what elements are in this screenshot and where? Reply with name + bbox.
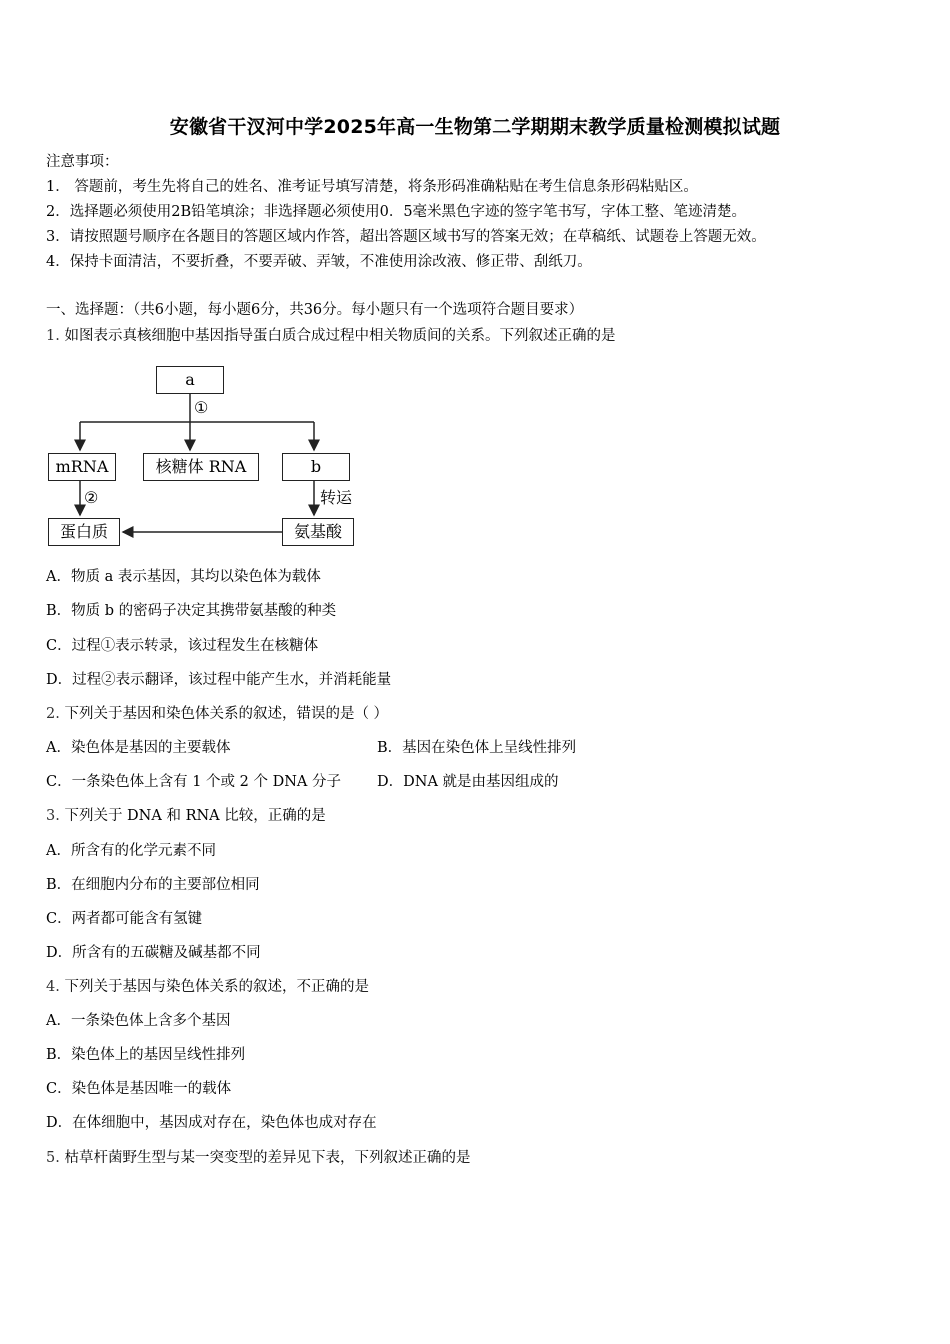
option-d: D．DNA 就是由基因组成的 [377, 774, 559, 790]
gene-expression-diagram [44, 360, 374, 555]
notice-item: 1． 答题前，考生先将自己的姓名、准考证号填写清楚，将条形码准确粘贴在考生信息条形码粘贴区。 [46, 179, 698, 195]
question-2 [46, 704, 388, 724]
page-title: 安徽省干汊河中学2025年高一生物第二学期期末教学质量检测模拟试题 [169, 116, 781, 138]
option-c: C．两者都可能含有氢键 [46, 911, 203, 927]
option-b: B．物质 b 的密码子决定其携带氨基酸的种类 [46, 603, 337, 619]
notice-item: 3．请按照题号顺序在各题目的答题区域内作答，超出答题区域书写的答案无效；在草稿纸、试题卷上答题无效。 [46, 229, 766, 245]
option-c: C．染色体是基因唯一的载体 [46, 1081, 232, 1097]
box-protein: 蛋白质 [48, 518, 120, 546]
option-a: A．所含有的化学元素不同 [46, 843, 216, 859]
question-1 [46, 326, 615, 346]
question-4 [46, 977, 369, 997]
notice-item: 2．选择题必须使用2B铅笔填涂；非选择题必须使用0．5毫米黑色字迹的签字笔书写，字体工整、笔迹清楚。 [46, 204, 747, 220]
option-d: D．所含有的五碳糖及碱基都不同 [46, 945, 261, 961]
box-a: a [156, 366, 224, 394]
option-c: C．过程①表示转录，该过程发生在核糖体 [46, 638, 319, 654]
option-d: D．在体细胞中，基因成对存在，染色体也成对存在 [46, 1115, 377, 1131]
option-d: D．过程②表示翻译，该过程中能产生水，并消耗能量 [46, 672, 392, 688]
box-amino-acid: 氨基酸 [282, 518, 354, 546]
notice-heading: 注意事项： [46, 154, 119, 170]
option-c: C．一条染色体上含有 1 个或 2 个 DNA 分子 [46, 774, 341, 790]
question-number: 5. [46, 1150, 60, 1166]
question-stem: 如图表示真核细胞中基因指导蛋白质合成过程中相关物质间的关系。下列叙述正确的是 [64, 328, 616, 344]
box-b: b [282, 453, 350, 481]
notice-item: 4．保持卡面清洁，不要折叠，不要弄破、弄皱，不准使用涂改液、修正带、刮纸刀。 [46, 254, 592, 270]
section-heading: 一、选择题：（共6小题，每小题6分，共36分。每小题只有一个选项符合题目要求） [46, 302, 584, 318]
step-1-label: ① [194, 398, 209, 417]
option-b: B．染色体上的基因呈线性排列 [46, 1047, 246, 1063]
question-number: 4. [46, 979, 60, 995]
option-a: A．染色体是基因的主要载体 [46, 740, 231, 756]
question-number: 2. [46, 706, 60, 722]
box-mrna: mRNA [48, 453, 116, 481]
question-3 [46, 806, 326, 826]
question-5 [46, 1148, 470, 1168]
question-stem: 枯草杆菌野生型与某一突变型的差异见下表，下列叙述正确的是 [64, 1150, 471, 1166]
question-stem: 下列关于基因与染色体关系的叙述，不正确的是 [64, 979, 369, 995]
transport-label: 转运 [320, 488, 353, 507]
option-a: A．一条染色体上含多个基因 [46, 1013, 231, 1029]
step-2-label: ② [84, 488, 99, 507]
question-number: 3. [46, 808, 60, 824]
question-stem: 下列关于 DNA 和 RNA 比较，正确的是 [64, 808, 326, 824]
box-ribosomal-rna: 核糖体 RNA [143, 453, 259, 481]
question-number: 1. [46, 328, 60, 344]
question-stem: 下列关于基因和染色体关系的叙述，错误的是（ ） [64, 706, 389, 722]
option-b: B．基因在染色体上呈线性排列 [377, 740, 577, 756]
option-a: A．物质 a 表示基因，其均以染色体为载体 [46, 569, 321, 585]
option-b: B．在细胞内分布的主要部位相同 [46, 877, 260, 893]
